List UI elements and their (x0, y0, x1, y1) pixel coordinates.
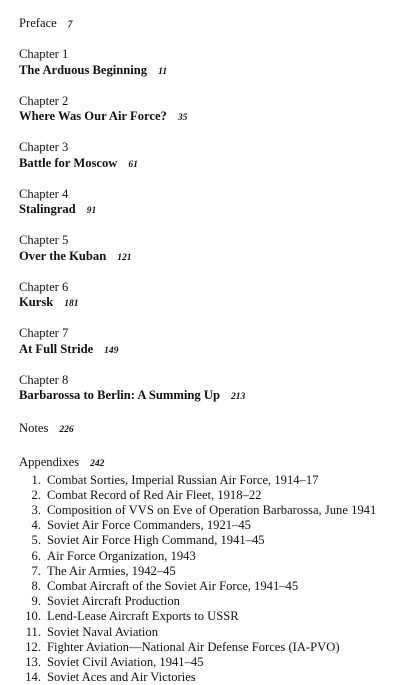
appendix-item (19, 579, 411, 594)
chapter-label: Chapter 7 (19, 326, 411, 342)
appendix-number: 1. (19, 473, 41, 488)
toc-entry-chapter-8 (19, 373, 411, 406)
appendixes-page-number: 242 (90, 459, 104, 469)
appendix-item (19, 655, 411, 670)
chapter-page-number: 91 (87, 206, 97, 216)
appendix-title: Combat Record of Red Air Fleet, 1918–22 (47, 488, 261, 503)
chapter-page-number: 181 (64, 299, 78, 309)
appendix-item (19, 518, 411, 533)
appendix-list (19, 473, 411, 685)
chapter-label: Chapter 3 (19, 140, 411, 156)
appendix-number: 2. (19, 488, 41, 503)
chapter-title: Where Was Our Air Force? (19, 109, 167, 123)
appendix-number: 7. (19, 564, 41, 579)
appendix-title: Combat Sorties, Imperial Russian Air Force, 1914–17 (47, 473, 318, 488)
appendix-number: 6. (19, 549, 41, 564)
chapter-title: Battle for Moscow (19, 156, 117, 170)
chapter-title: The Arduous Beginning (19, 63, 147, 77)
appendix-item (19, 670, 411, 685)
appendix-item (19, 625, 411, 640)
appendix-item (19, 549, 411, 564)
notes-page-number: 226 (59, 425, 73, 435)
appendix-number: 5. (19, 533, 41, 548)
chapter-label: Chapter 8 (19, 373, 411, 389)
appendix-title: Soviet Naval Aviation (47, 625, 158, 640)
toc-entry-chapter-6 (19, 280, 411, 313)
appendix-number: 8. (19, 579, 41, 594)
appendix-item (19, 609, 411, 624)
chapter-title: Over the Kuban (19, 249, 106, 263)
toc-entry-chapter-5 (19, 233, 411, 266)
preface-label: Preface (19, 16, 57, 30)
chapter-label: Chapter 5 (19, 233, 411, 249)
toc-entry-chapter-7 (19, 326, 411, 359)
chapter-page-number: 213 (231, 392, 245, 402)
appendix-item (19, 473, 411, 488)
toc-entry-notes (19, 421, 411, 439)
appendix-title: Composition of VVS on Eve of Operation Barbarossa, June 1941 (47, 503, 376, 518)
appendix-item (19, 640, 411, 655)
appendix-title: Soviet Air Force High Command, 1941–45 (47, 533, 265, 548)
chapter-label: Chapter 1 (19, 47, 411, 63)
appendix-number: 9. (19, 594, 41, 609)
appendix-number: 11. (19, 625, 41, 640)
chapter-label: Chapter 4 (19, 187, 411, 203)
appendix-number: 3. (19, 503, 41, 518)
appendix-item (19, 533, 411, 548)
appendix-item (19, 564, 411, 579)
chapter-page-number: 11 (158, 67, 167, 77)
appendix-title: Combat Aircraft of the Soviet Air Force, 1941–45 (47, 579, 298, 594)
chapter-page-number: 121 (117, 253, 131, 263)
toc-entry-chapter-3 (19, 140, 411, 173)
appendix-title: Soviet Aces and Air Victories (47, 670, 196, 685)
appendix-number: 10. (19, 609, 41, 624)
appendixes-label: Appendixes (19, 455, 79, 469)
appendix-item (19, 503, 411, 518)
chapter-title: At Full Stride (19, 342, 93, 356)
appendix-title: Soviet Aircraft Production (47, 594, 180, 609)
appendixes-heading (19, 455, 411, 473)
appendix-number: 14. (19, 670, 41, 685)
chapter-title: Kursk (19, 295, 53, 309)
appendix-title: Lend-Lease Aircraft Exports to USSR (47, 609, 239, 624)
appendix-title: Fighter Aviation—National Air Defense Forces (IA-PVO) (47, 640, 340, 655)
chapter-page-number: 149 (104, 346, 118, 356)
appendix-title: Soviet Civil Aviation, 1941–45 (47, 655, 204, 670)
appendix-title: Soviet Air Force Commanders, 1921–45 (47, 518, 251, 533)
chapter-title: Barbarossa to Berlin: A Summing Up (19, 388, 220, 402)
appendix-title: Air Force Organization, 1943 (47, 549, 196, 564)
toc-entry-chapter-2 (19, 94, 411, 127)
chapter-label: Chapter 2 (19, 94, 411, 110)
toc-entry-preface (19, 16, 411, 34)
notes-label: Notes (19, 421, 48, 435)
chapter-page-number: 35 (178, 113, 188, 123)
appendix-number: 12. (19, 640, 41, 655)
toc-entry-chapter-4 (19, 187, 411, 220)
appendix-number: 4. (19, 518, 41, 533)
chapter-label: Chapter 6 (19, 280, 411, 296)
chapter-title: Stalingrad (19, 202, 76, 216)
toc-entry-chapter-1 (19, 47, 411, 80)
chapter-page-number: 61 (128, 160, 138, 170)
appendix-item (19, 488, 411, 503)
table-of-contents (19, 16, 411, 685)
appendix-number: 13. (19, 655, 41, 670)
appendix-item (19, 594, 411, 609)
appendix-title: The Air Armies, 1942–45 (47, 564, 176, 579)
toc-entry-appendixes (19, 455, 411, 685)
preface-page-number: 7 (68, 20, 73, 30)
